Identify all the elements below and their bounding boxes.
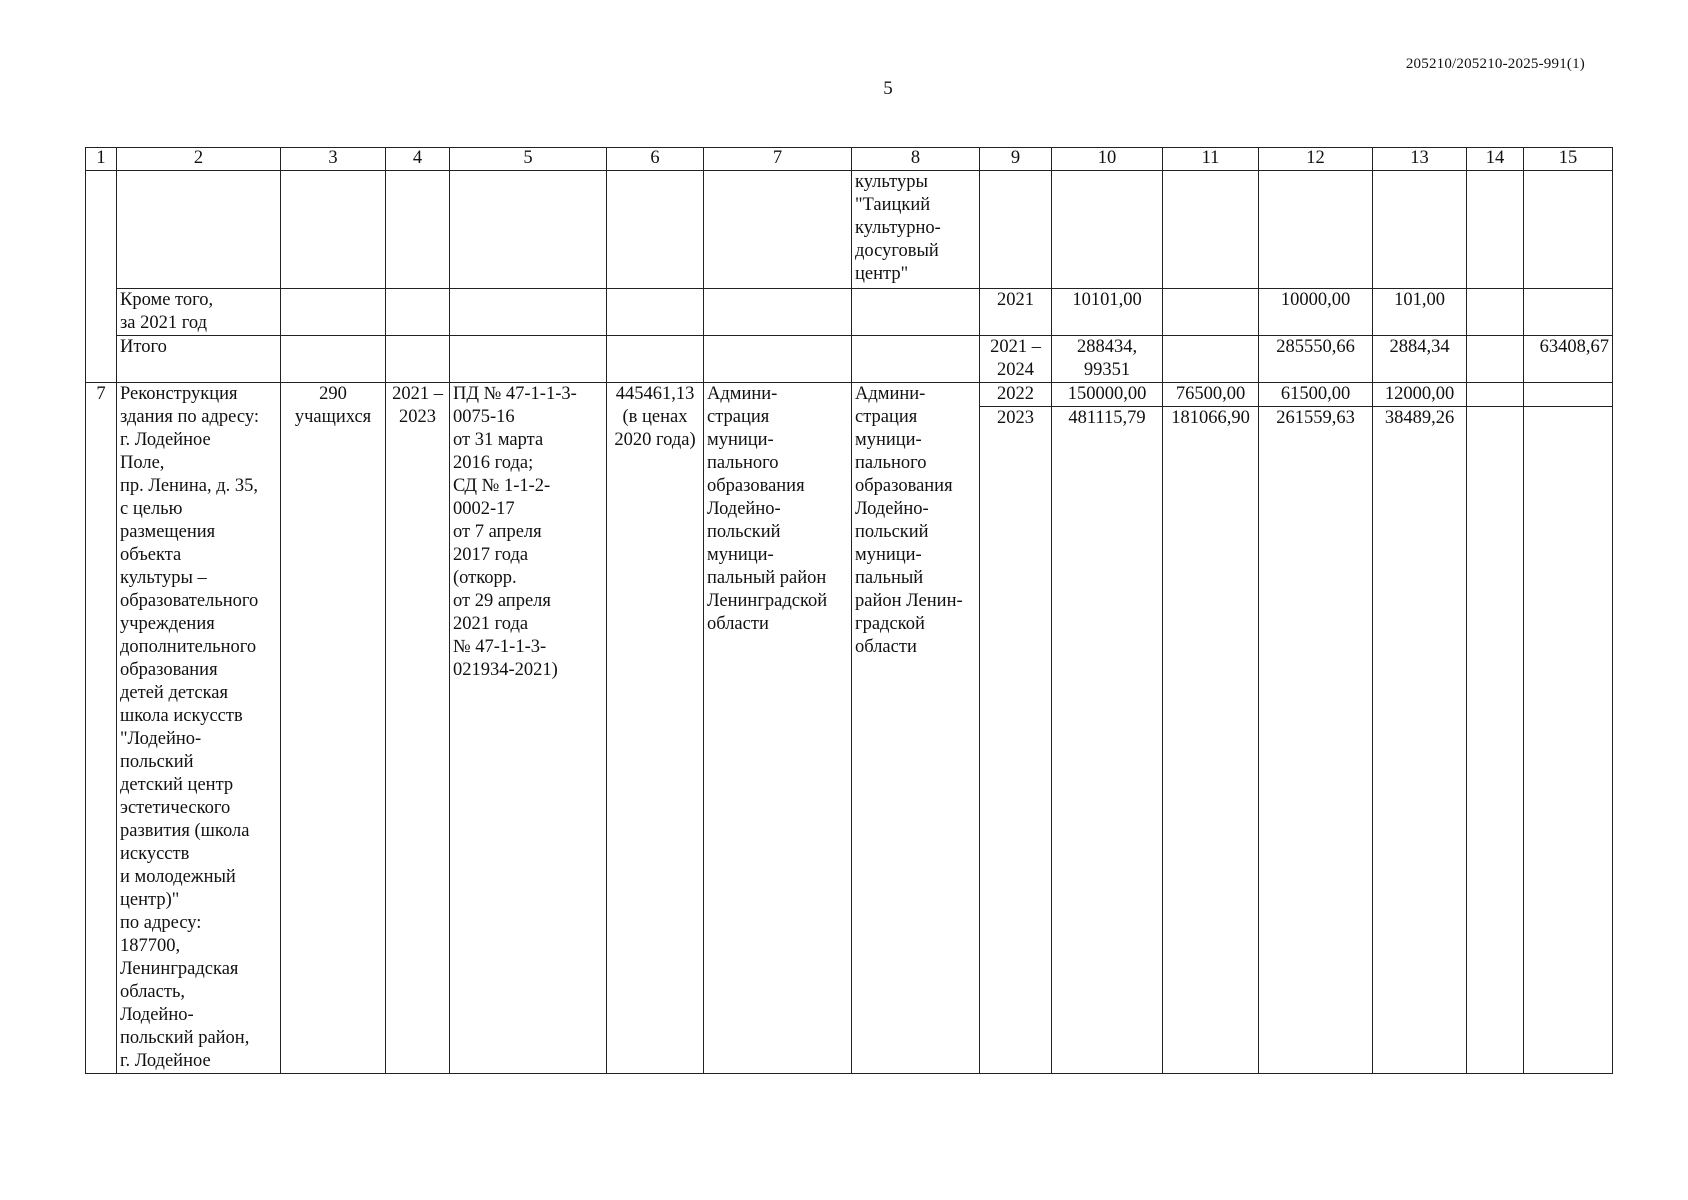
- empty-cell: [704, 289, 852, 336]
- header-cell: 5: [450, 148, 607, 171]
- header-cell: 8: [852, 148, 980, 171]
- local-cell: 12000,00: [1373, 383, 1467, 407]
- year-cell: 2023: [980, 407, 1052, 1074]
- empty-cell: [704, 336, 852, 383]
- empty-cell: [607, 171, 704, 289]
- object-customer: Админи- страция муници- пального образования Лодейно- польский муници- пальный район Ленинградской области: [704, 383, 852, 1074]
- empty-cell: [607, 289, 704, 336]
- continuation-recipient-cell: культуры "Таицкий культурно- досуговый центр": [852, 171, 980, 289]
- empty-cell: [386, 171, 450, 289]
- krome-label: Кроме того, за 2021 год: [117, 289, 281, 336]
- header-cell: 1: [86, 148, 117, 171]
- empty-cell: [281, 289, 386, 336]
- empty-cell: [1163, 336, 1259, 383]
- empty-cell: [1052, 171, 1163, 289]
- krome-local: 101,00: [1373, 289, 1467, 336]
- itogo-label: Итого: [117, 336, 281, 383]
- empty-cell: [1524, 289, 1613, 336]
- header-cell: 3: [281, 148, 386, 171]
- empty-cell: [386, 336, 450, 383]
- empty-cell: [1467, 336, 1524, 383]
- empty-cell: [1524, 407, 1613, 1074]
- header-cell: 14: [1467, 148, 1524, 171]
- empty-cell: [1467, 289, 1524, 336]
- table-row-object-7-2022: [86, 383, 1613, 407]
- object-recipient: Админи- страция муници- пального образования Лодейно- польский муници- пальный район Ленин- градской области: [852, 383, 980, 1074]
- table-header-row: [86, 148, 1613, 171]
- empty-cell: [852, 336, 980, 383]
- table-row-itogo: [86, 336, 1613, 383]
- federal-cell: 76500,00: [1163, 383, 1259, 407]
- empty-cell: [1524, 383, 1613, 407]
- local-cell: 38489,26: [1373, 407, 1467, 1074]
- regional-cell: 61500,00: [1259, 383, 1373, 407]
- header-cell: 13: [1373, 148, 1467, 171]
- header-cell: 7: [704, 148, 852, 171]
- document-code: 205210/205210-2025-991(1): [1405, 56, 1585, 72]
- header-cell: 2: [117, 148, 281, 171]
- krome-regional: 10000,00: [1259, 289, 1373, 336]
- itogo-col15: 63408,67: [1524, 336, 1613, 383]
- empty-cell: [386, 289, 450, 336]
- empty-cell: [704, 171, 852, 289]
- empty-cell: [1467, 383, 1524, 407]
- header-cell: 15: [1524, 148, 1613, 171]
- table-row-continuation: [86, 171, 1613, 289]
- investment-table: [85, 147, 1613, 1074]
- empty-cell: [1467, 407, 1524, 1074]
- header-cell: 12: [1259, 148, 1373, 171]
- empty-cell: [1373, 171, 1467, 289]
- page-number: 5: [883, 78, 893, 99]
- empty-cell: [450, 336, 607, 383]
- object-description: Реконструкция здания по адресу: г. Лодейное Поле, пр. Ленина, д. 35, с целью размещения объекта культуры – образовательного учреждения дополнительного образования детей детская школа искусств "Лодейно- польский детский центр эстетического развития (школа искусств и молодежный центр)" по адресу: 187700, Ленинградская область, Лодейно- польский район, г. Лодейное: [117, 383, 281, 1074]
- krome-total: 10101,00: [1052, 289, 1163, 336]
- total-cell: 481115,79: [1052, 407, 1163, 1074]
- itogo-regional: 285550,66: [1259, 336, 1373, 383]
- object-period: 2021 – 2023: [386, 383, 450, 1074]
- regional-cell: 261559,63: [1259, 407, 1373, 1074]
- object-estimated-cost: 445461,13 (в ценах 2020 года): [607, 383, 704, 1074]
- empty-cell: [607, 336, 704, 383]
- empty-cell: [450, 289, 607, 336]
- object-capacity: 290 учащихся: [281, 383, 386, 1074]
- header-cell: 9: [980, 148, 1052, 171]
- empty-cell: [1163, 171, 1259, 289]
- krome-year: 2021: [980, 289, 1052, 336]
- header-cell: 4: [386, 148, 450, 171]
- empty-cell: [1467, 171, 1524, 289]
- empty-cell: [1524, 171, 1613, 289]
- federal-cell: 181066,90: [1163, 407, 1259, 1074]
- empty-cell: [86, 171, 117, 383]
- header-cell: 6: [607, 148, 704, 171]
- year-cell: 2022: [980, 383, 1052, 407]
- itogo-period: 2021 – 2024: [980, 336, 1052, 383]
- empty-cell: [980, 171, 1052, 289]
- empty-cell: [1163, 289, 1259, 336]
- itogo-total: 288434, 99351: [1052, 336, 1163, 383]
- empty-cell: [852, 289, 980, 336]
- header-cell: 11: [1163, 148, 1259, 171]
- total-cell: 150000,00: [1052, 383, 1163, 407]
- empty-cell: [450, 171, 607, 289]
- empty-cell: [117, 171, 281, 289]
- header-cell: 10: [1052, 148, 1163, 171]
- empty-cell: [1259, 171, 1373, 289]
- empty-cell: [281, 171, 386, 289]
- itogo-local: 2884,34: [1373, 336, 1467, 383]
- object-number: 7: [86, 383, 117, 1074]
- empty-cell: [281, 336, 386, 383]
- object-design-docs: ПД № 47-1-1-3- 0075-16 от 31 марта 2016 года; СД № 1-1-2- 0002-17 от 7 апреля 2017 года (откорр. от 29 апреля 2021 года № 47-1-1-3- 021934-2021): [450, 383, 607, 1074]
- table-row-krome-togo: [86, 289, 1613, 336]
